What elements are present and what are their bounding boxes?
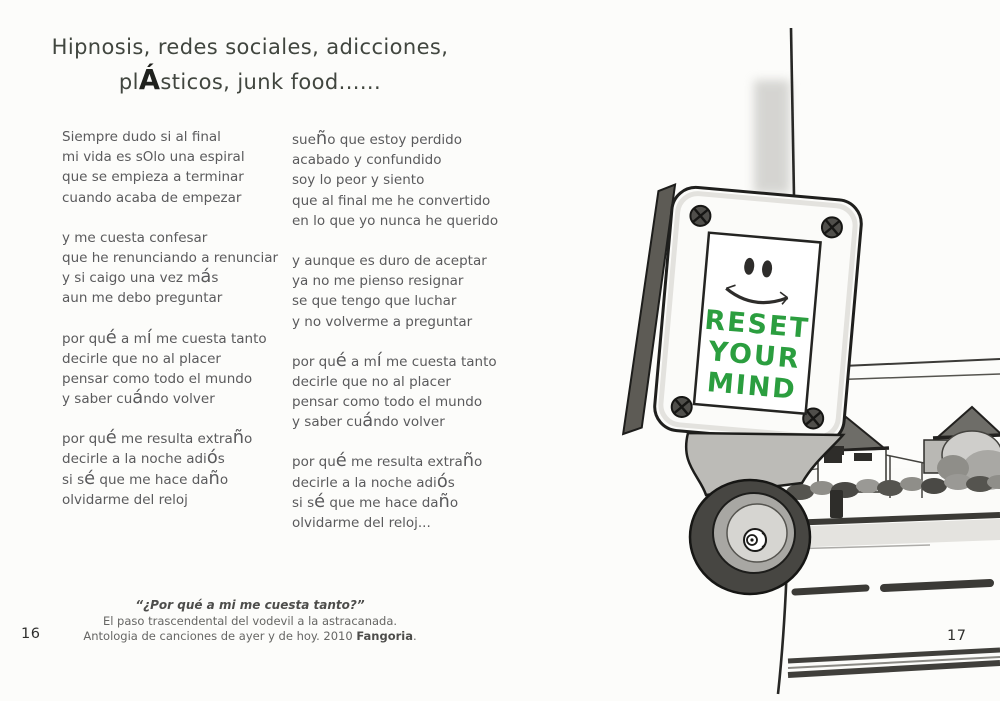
- poem-line: se que tengo que luchar: [292, 293, 457, 310]
- footer-source-prefix: Antologia de canciones de ayer y de hoy. 2010: [83, 629, 357, 643]
- screw-icon: [821, 217, 843, 239]
- poem-line: Siempre dudo si al final: [62, 129, 221, 145]
- road-lines: [786, 515, 1000, 549]
- poem-line: olvidarme del reloj...: [292, 515, 431, 531]
- footer-song-quote: “¿Por qué a mi me cuesta tanto?”: [135, 598, 365, 612]
- poem-line: decirle a la noche adiós: [292, 470, 455, 492]
- poem-line: mi vida es sOlo una espiral: [62, 149, 245, 166]
- poem-line: acabado y confundido: [292, 152, 442, 169]
- footer-source-line: [0, 629, 500, 645]
- bottom-lines: [788, 650, 1000, 675]
- poem-stanza: [292, 349, 512, 433]
- gate-post: [830, 490, 843, 518]
- poem-stanza: [62, 326, 282, 410]
- poem-stanza: [62, 127, 282, 208]
- bush: [900, 477, 924, 491]
- poem-stanza: [62, 429, 282, 510]
- poem-line: decirle que no al placer: [62, 350, 221, 367]
- poem-line: por qué a mí me cuesta tanto: [292, 349, 497, 371]
- poem-column-left: [62, 127, 282, 530]
- poem-line: pensar como todo el mundo: [62, 370, 253, 387]
- curb-dash: [884, 583, 990, 588]
- poem-line: decirle que no al placer: [292, 373, 451, 390]
- poem-line: que he renunciando a renunciar: [62, 249, 279, 266]
- poem-line: que se empieza a terminar: [62, 169, 244, 186]
- sign-text-line: YOUR: [707, 336, 802, 376]
- poem-line: que al final me he convertido: [292, 192, 491, 209]
- poem-line: y me cuesta confesar: [62, 229, 208, 246]
- pole-edge-top: [791, 28, 794, 196]
- fence-rail: [886, 455, 924, 463]
- poem-line: aun me debo preguntar: [62, 290, 223, 307]
- poem-line: y saber cuándo volver: [62, 387, 215, 409]
- poem-line: decirle a la noche adiós: [62, 447, 225, 469]
- page-title-line2: plÁsticos, junk food......: [118, 65, 382, 96]
- bush: [877, 480, 903, 496]
- poem-line: olvidarme del reloj: [62, 491, 188, 508]
- poem-line: por qué me resulta extraño: [62, 427, 253, 449]
- poem-line: por qué me resulta extraño: [292, 450, 483, 472]
- poem-line: si sé que me hace daño: [62, 467, 229, 489]
- footer-citation: [0, 598, 500, 645]
- poem-line: y si caigo una vez más: [62, 266, 219, 288]
- poem-line: si sé que me hace daño: [292, 490, 459, 512]
- reset-device: [623, 182, 863, 453]
- bush: [921, 478, 947, 494]
- poem-stanza: [292, 251, 512, 332]
- page-title: [0, 30, 500, 99]
- bush: [856, 479, 880, 493]
- poem-line: ya no me pienso resignar: [292, 273, 464, 290]
- poem-line: sueño que estoy perdido: [292, 128, 462, 149]
- reset-your-mind-sign: [694, 233, 821, 414]
- footer-artist: Fangoria: [356, 629, 413, 643]
- poem-line: y saber cuándo volver: [292, 410, 445, 432]
- sketch-line: [788, 663, 1000, 675]
- poem-line: en lo que yo nunca he querido: [292, 212, 499, 229]
- pole-shading: [754, 80, 790, 194]
- poem-line: pensar como todo el mundo: [292, 394, 483, 411]
- screw-icon: [671, 396, 693, 418]
- poem-line: y aunque es duro de aceptar: [292, 252, 487, 269]
- screw-icon: [690, 205, 712, 227]
- page-number-right: 17: [947, 628, 967, 644]
- poem-line: y no volverme a preguntar: [292, 313, 473, 330]
- reset-knob-button: [690, 480, 810, 594]
- poem-stanza: [292, 130, 512, 231]
- page-number-left: 16: [21, 626, 41, 642]
- house-window: [854, 453, 872, 461]
- curb-dash: [795, 588, 866, 592]
- footer-album-line: El paso trascendental del vodevil a la astracanada.: [102, 613, 398, 628]
- reset-mind-illustration: [500, 0, 1000, 701]
- page-title-line1: Hipnosis, redes sociales, adicciones,: [51, 35, 449, 59]
- footer-source-suffix: .: [412, 629, 417, 643]
- poem-line: soy lo peor y siento: [292, 172, 425, 189]
- poem-column-right: [292, 130, 512, 553]
- poem-line: cuando acaba de empezar: [62, 189, 242, 206]
- sign-text-line: RESET: [703, 304, 812, 345]
- sign-text-line: MIND: [705, 367, 798, 406]
- house-window: [824, 455, 842, 463]
- poem-line: por qué a mí me cuesta tanto: [62, 326, 267, 348]
- poem-stanza: [292, 452, 512, 533]
- poem-stanza: [62, 228, 282, 309]
